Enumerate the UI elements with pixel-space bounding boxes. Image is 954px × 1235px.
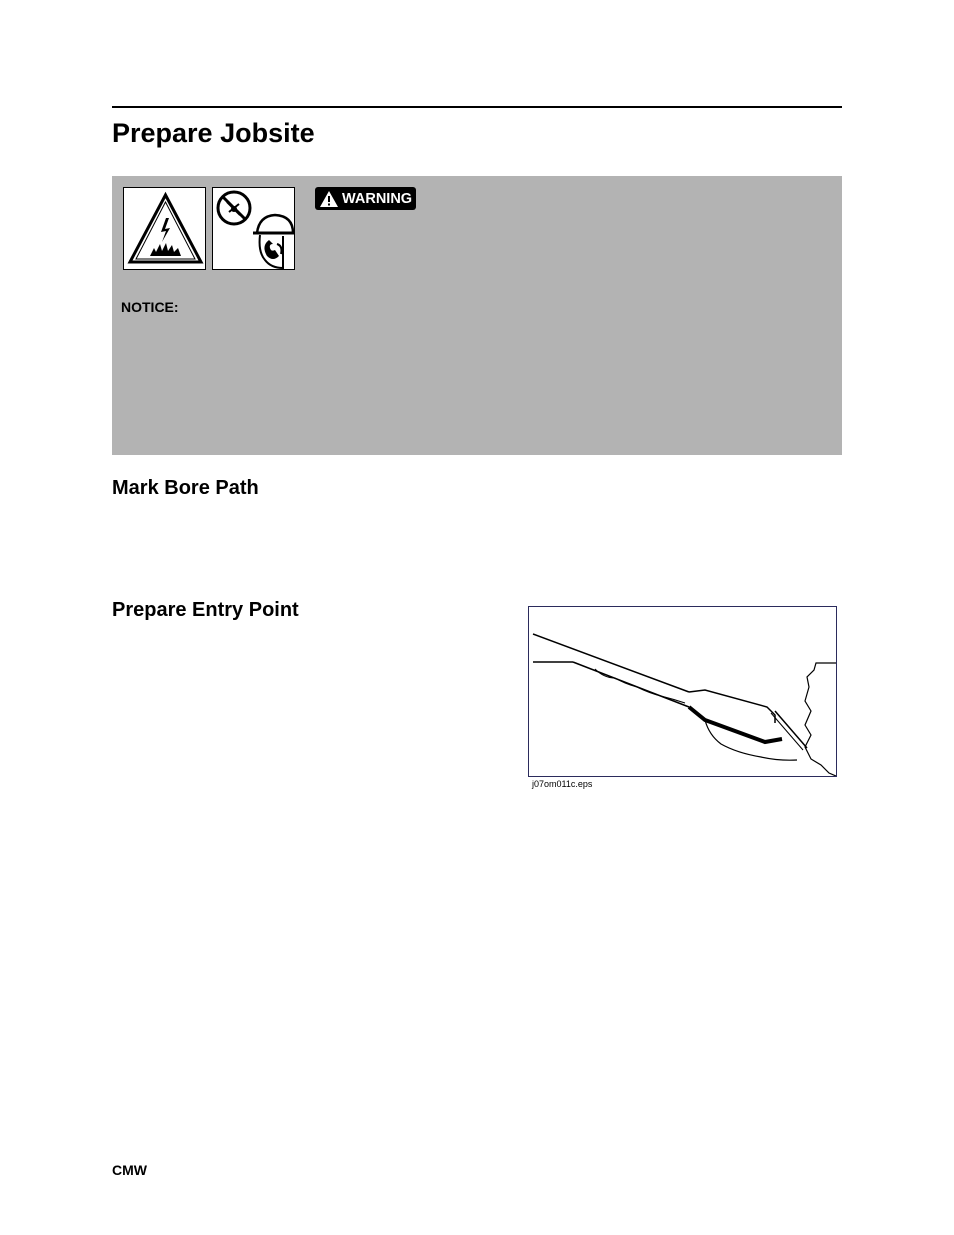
figure-caption: j07om011c.eps [532, 779, 593, 789]
warning-signal-word: WARNING [342, 190, 413, 207]
warning-triangle-icon [319, 190, 339, 208]
header-rule [112, 106, 842, 108]
warning-signal-badge [315, 187, 416, 210]
footer-text: CMW [112, 1162, 147, 1178]
entry-point-illustration [528, 606, 837, 777]
no-digging-call-before-dig-icon [212, 187, 295, 270]
section-heading-mark-bore-path: Mark Bore Path [112, 477, 259, 499]
notice-label: NOTICE: [121, 299, 179, 315]
page-title: Prepare Jobsite [112, 118, 315, 148]
electric-shock-explosion-icon [123, 187, 206, 270]
section-heading-prepare-entry-point: Prepare Entry Point [112, 599, 299, 621]
safety-warning-panel [112, 176, 842, 455]
